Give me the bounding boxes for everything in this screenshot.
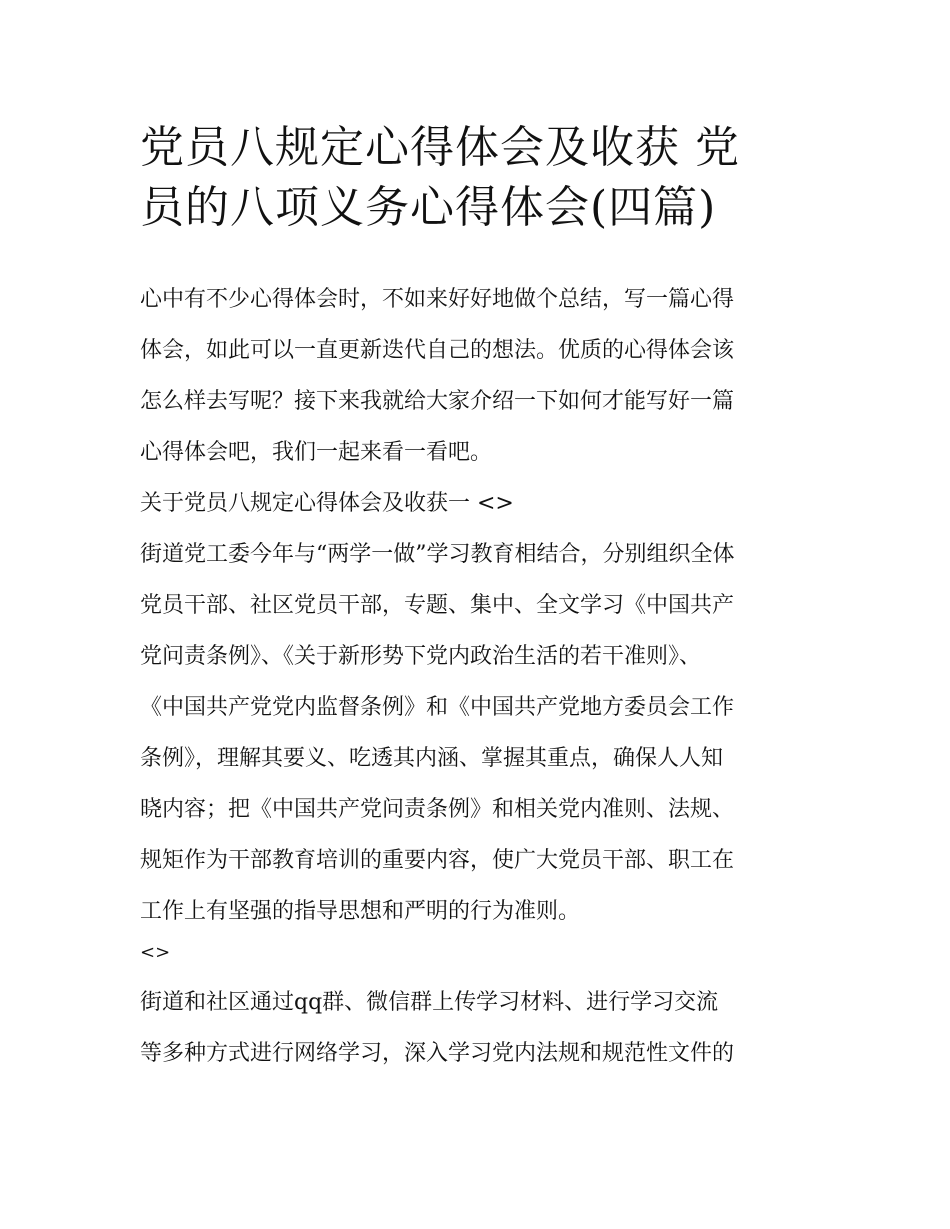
- body-paragraph-2: [140, 977, 820, 1079]
- paragraph-line: 晓内容；把《中国共产党问责条例》和相关党内准则、法规、: [140, 797, 735, 822]
- section-heading-text: 关于党员八规定心得体会及收获一 <>: [140, 491, 514, 516]
- body-paragraph-1: [140, 529, 820, 937]
- title-line: 党员八规定心得体会及收获 党: [140, 122, 740, 173]
- paragraph-line: 党员干部、社区党员干部，专题、集中、全文学习《中国共产: [140, 593, 735, 618]
- intro-line: 心中有不少心得体会时，不如来好好地做个总结，写一篇心得: [140, 287, 735, 312]
- title-line: 员的八项义务心得体会(四篇): [140, 182, 717, 233]
- section-heading: [140, 478, 820, 529]
- paragraph-line: 党问责条例》、《关于新形势下党内政治生活的若干准则》、: [140, 644, 702, 669]
- intro-paragraph: [140, 274, 820, 478]
- paragraph-line: 街道和社区通过qq群、微信群上传学习材料、进行学习交流: [140, 990, 719, 1015]
- paragraph-line: 等多种方式进行网络学习，深入学习党内法规和规范性文件的: [140, 1041, 735, 1066]
- paragraph-line: 《中国共产党党内监督条例》和《中国共产党地方委员会工作: [140, 695, 735, 720]
- document-title: [140, 118, 820, 238]
- intro-line: 心得体会吧，我们一起来看一看吧。: [140, 440, 493, 465]
- marker-line: [140, 933, 820, 973]
- paragraph-line: 规矩作为干部教育培训的重要内容，使广大党员干部、职工在: [140, 848, 735, 873]
- marker-text: <>: [140, 942, 171, 963]
- intro-line: 怎么样去写呢？接下来我就给大家介绍一下如何才能写好一篇: [140, 389, 735, 414]
- paragraph-line: 街道党工委今年与“两学一做”学习教育相结合，分别组织全体: [140, 542, 735, 567]
- intro-line: 体会，如此可以一直更新迭代自己的想法。优质的心得体会该: [140, 338, 735, 363]
- paragraph-line: 工作上有坚强的指导思想和严明的行为准则。: [140, 899, 581, 924]
- paragraph-line: 条例》，理解其要义、吃透其内涵、掌握其重点，确保人人知: [140, 746, 724, 771]
